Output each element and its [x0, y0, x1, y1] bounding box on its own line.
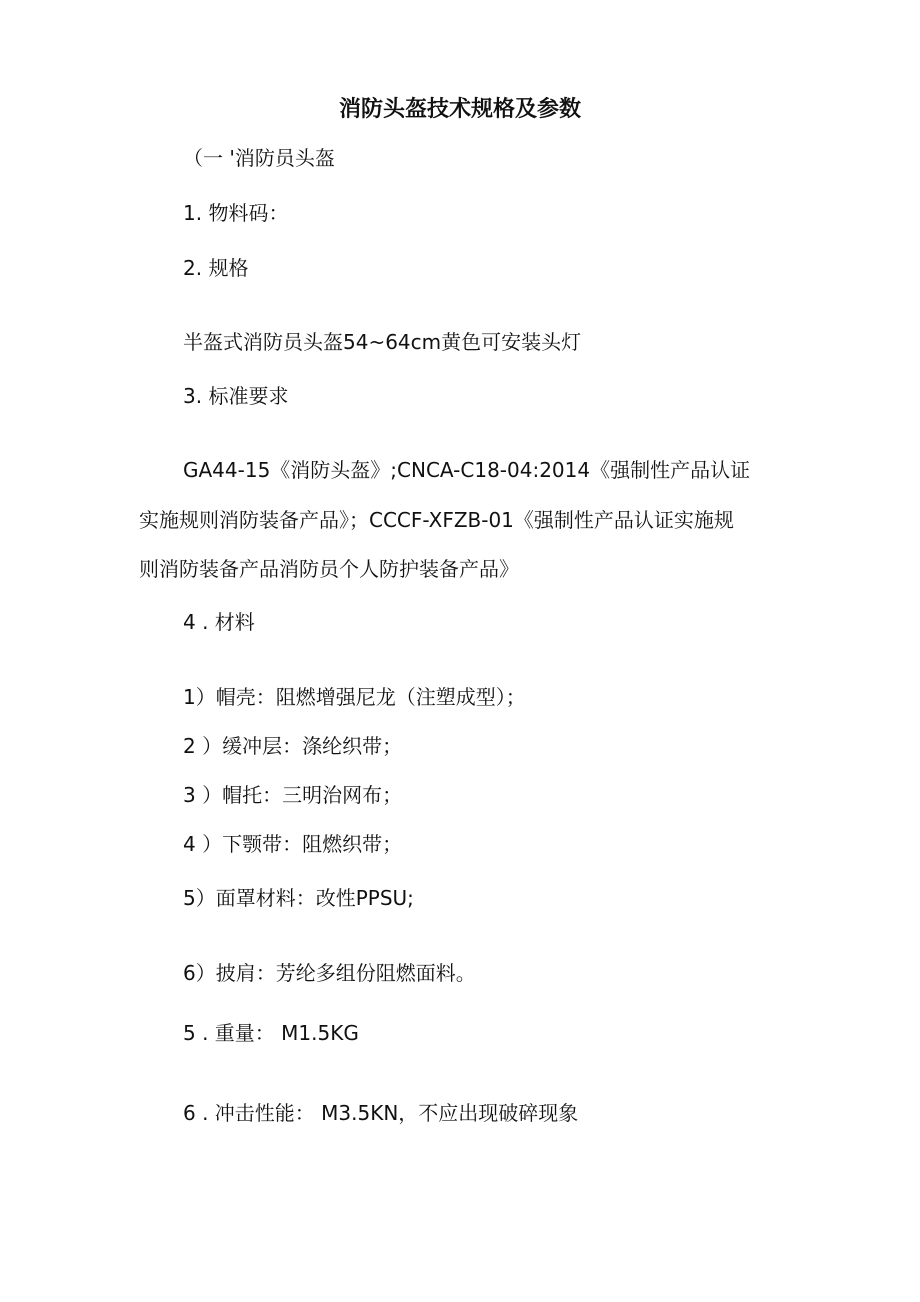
- document-title: 消防头盔技术规格及参数: [338, 97, 581, 122]
- item-4-materials-heading: 4 . 材料: [183, 610, 255, 634]
- standards-line-1: GA44-15《消防头盔》;CNCA-C18-04:2014《强制性产品认证: [183, 458, 751, 482]
- material-item: 3 ）帽托：三明治网布；: [183, 783, 403, 807]
- item-5-weight: 5 . 重量： M1.5KG: [183, 1021, 359, 1045]
- material-item: 2 ）缓冲层：涤纶织带；: [183, 734, 403, 758]
- item-2-spec-heading: 2. 规格: [183, 256, 249, 280]
- material-item: 1）帽壳：阻燃增强尼龙（注塑成型）；: [183, 685, 526, 709]
- standards-line-2: 实施规则消防装备产品》；CCCF-XFZB-01《强制性产品认证实施规: [139, 508, 734, 532]
- material-item: 6）披肩：芳纶多组份阻燃面料。: [183, 961, 476, 985]
- item-3-standards-heading: 3. 标准要求: [183, 384, 289, 408]
- standards-line-3: 则消防装备产品消防员个人防护装备产品》: [139, 557, 519, 581]
- material-item: 4 ）下颚带：阻燃织带；: [183, 832, 403, 856]
- item-6-impact-performance: 6 . 冲击性能： M3.5KN，不应出现破碎现象: [183, 1101, 579, 1125]
- spec-text: 半盔式消防员头盔54~64cm黄色可安装头灯: [183, 330, 582, 354]
- material-item: 5）面罩材料：改性PPSU;: [183, 886, 414, 910]
- item-1-material-code: 1. 物料码：: [183, 201, 289, 225]
- section-heading: （一 '消防员头盔: [183, 146, 335, 170]
